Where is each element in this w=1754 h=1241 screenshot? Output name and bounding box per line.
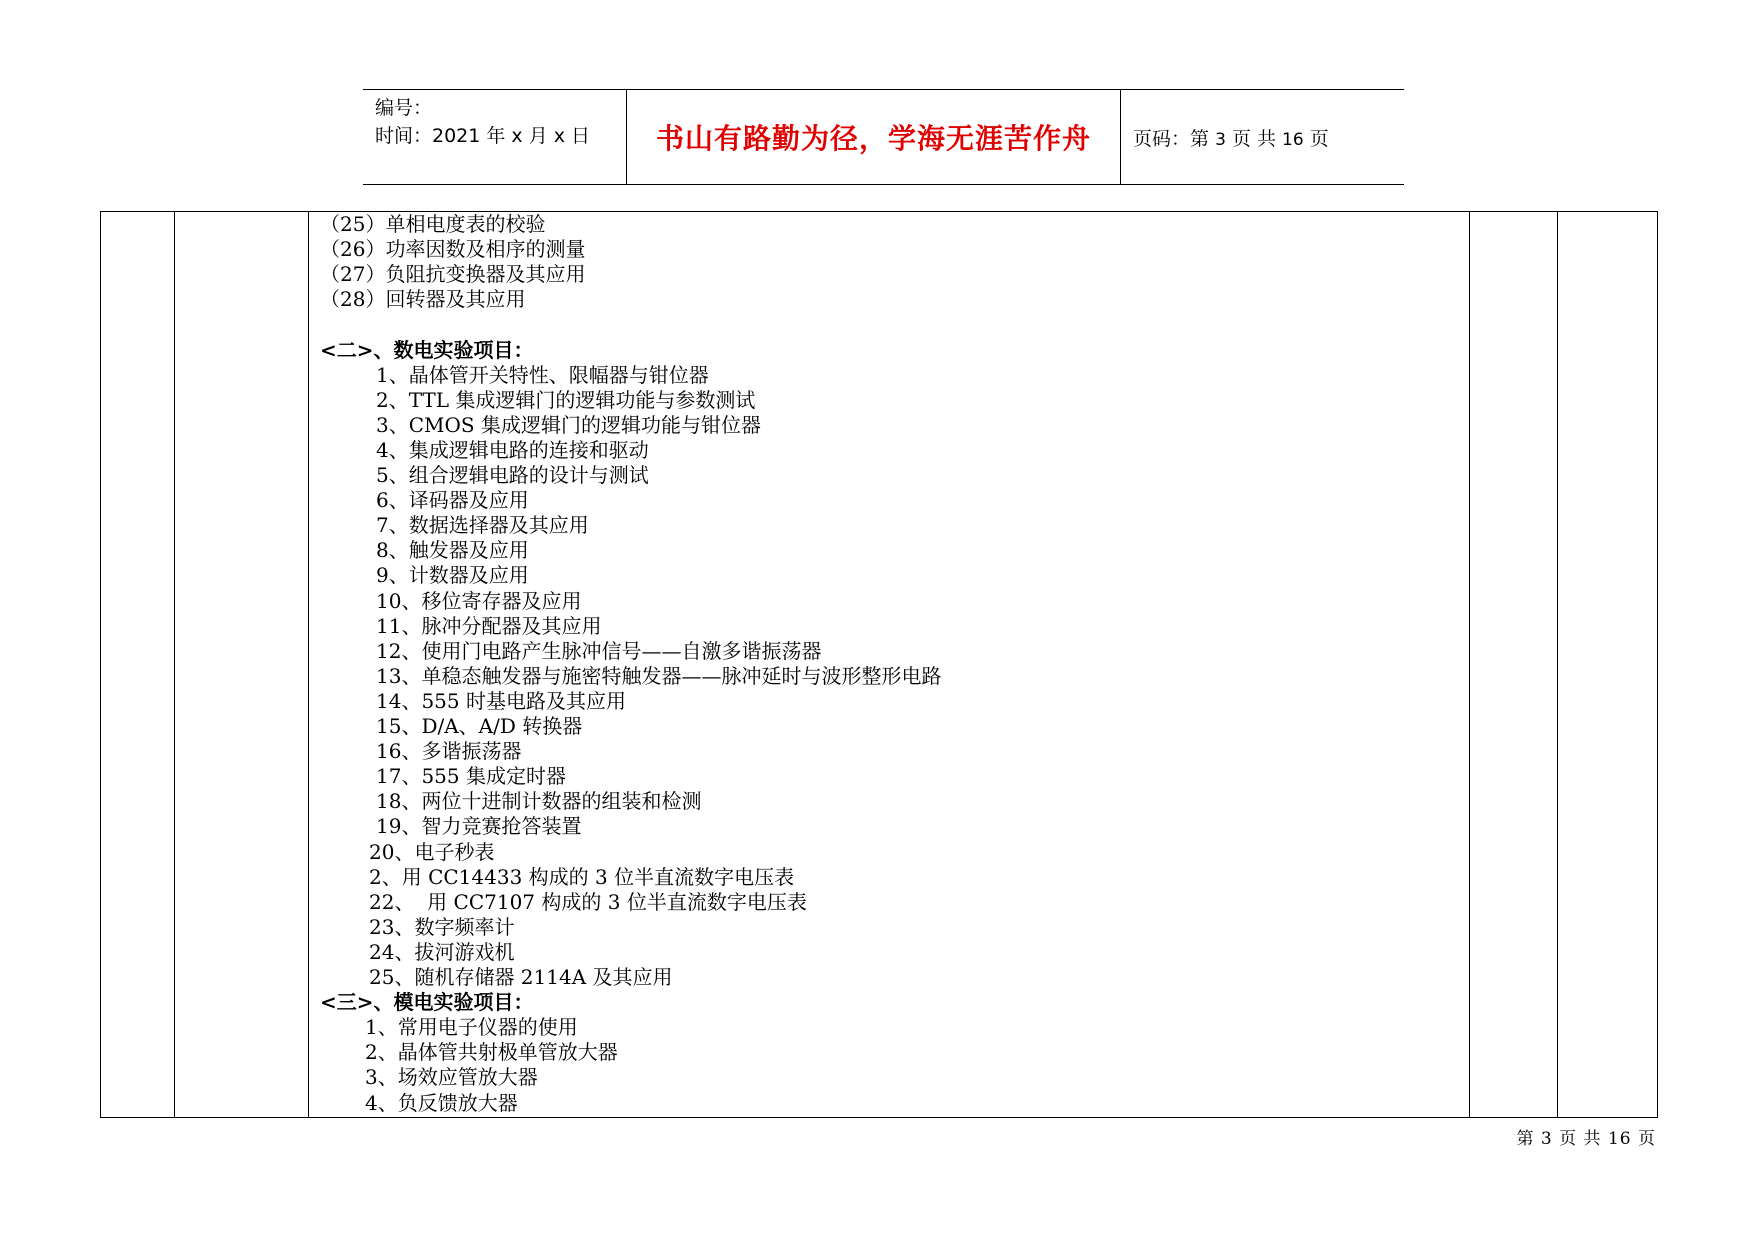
list-item: （26）功率因数及相序的测量 [320, 237, 586, 262]
page-code-current: 3 [1215, 129, 1226, 150]
experiment-list [309, 212, 1469, 1117]
list-item: 1、常用电子仪器的使用 [365, 1015, 578, 1040]
table-column-divider [174, 212, 175, 1117]
list-item: 9、计数器及应用 [376, 563, 529, 588]
list-item: 19、智力竞赛抢答装置 [376, 814, 582, 839]
list-item: 15、D/A、A/D 转换器 [376, 714, 583, 738]
list-item: 3、场效应管放大器 [365, 1065, 538, 1090]
list-item: 18、两位十进制计数器的组装和检测 [376, 789, 702, 814]
list-item: 2、TTL 集成逻辑门的逻辑功能与参数测试 [376, 387, 756, 412]
list-item: 2、晶体管共射极单管放大器 [365, 1040, 618, 1065]
list-item: （27）负阻抗变换器及其应用 [320, 262, 586, 287]
list-item: 4、负反馈放大器 [365, 1090, 518, 1115]
section-heading: <二>、数电实验项目： [320, 337, 534, 362]
list-item: 24、拔河游戏机 [369, 939, 515, 964]
list-item: 10、移位寄存器及应用 [376, 588, 582, 613]
list-item: 7、数据选择器及其应用 [376, 513, 589, 538]
list-item: （28）回转器及其应用 [320, 287, 526, 312]
list-item: 4、集成逻辑电路的连接和驱动 [376, 437, 649, 462]
page-code [1133, 124, 1329, 151]
list-item: 1、晶体管开关特性、限幅器与钳位器 [376, 362, 709, 387]
list-item: 6、译码器及应用 [376, 488, 529, 513]
list-item: 20、电子秒表 [369, 839, 495, 864]
section-heading: <三>、模电实验项目： [320, 990, 534, 1015]
table-column-divider [1469, 212, 1470, 1117]
header-page-cell [1121, 90, 1404, 184]
list-item: 17、555 集成定时器 [376, 764, 566, 789]
page-code-prefix: 页码：第 [1133, 127, 1210, 150]
motto-text: 书山有路勤为径，学海无涯苦作舟 [655, 122, 1091, 155]
list-item: （25）单相电度表的校验 [320, 212, 546, 236]
page-code-mid: 页 共 [1231, 127, 1276, 150]
document-time-label: 时间：2021 年 x 月 x 日 [375, 125, 591, 147]
header-meta-cell [363, 90, 627, 184]
list-item: 16、多谐振荡器 [376, 739, 522, 764]
list-item: 25、随机存储器 2114A 及其应用 [369, 965, 673, 989]
page-code-suffix: 页 [1309, 127, 1329, 150]
list-item: 23、数字频率计 [369, 914, 515, 939]
list-item: 2、用 CC14433 构成的 3 位半直流数字电压表 [369, 864, 795, 889]
list-item: 13、单稳态触发器与施密特触发器——脉冲延时与波形整形电路 [376, 663, 942, 688]
header-motto-cell [627, 90, 1121, 184]
document-id-label: 编号： [375, 97, 433, 119]
list-item: 5、组合逻辑电路的设计与测试 [376, 463, 649, 487]
table-column-divider [1557, 212, 1558, 1117]
list-item: 8、触发器及应用 [376, 538, 529, 563]
list-item: 12、使用门电路产生脉冲信号——自激多谐振荡器 [376, 638, 822, 663]
list-item: 14、555 时基电路及其应用 [376, 688, 626, 713]
page-header [363, 89, 1404, 185]
list-item: 22、 用 CC7107 构成的 3 位半直流数字电压表 [369, 889, 807, 914]
list-item: 3、CMOS 集成逻辑门的逻辑功能与钳位器 [376, 412, 761, 437]
list-item: 11、脉冲分配器及其应用 [376, 613, 602, 638]
content-table [100, 211, 1658, 1118]
page-code-total: 16 [1282, 129, 1304, 150]
footer-page-number: 第 3 页 共 16 页 [1516, 1129, 1656, 1149]
